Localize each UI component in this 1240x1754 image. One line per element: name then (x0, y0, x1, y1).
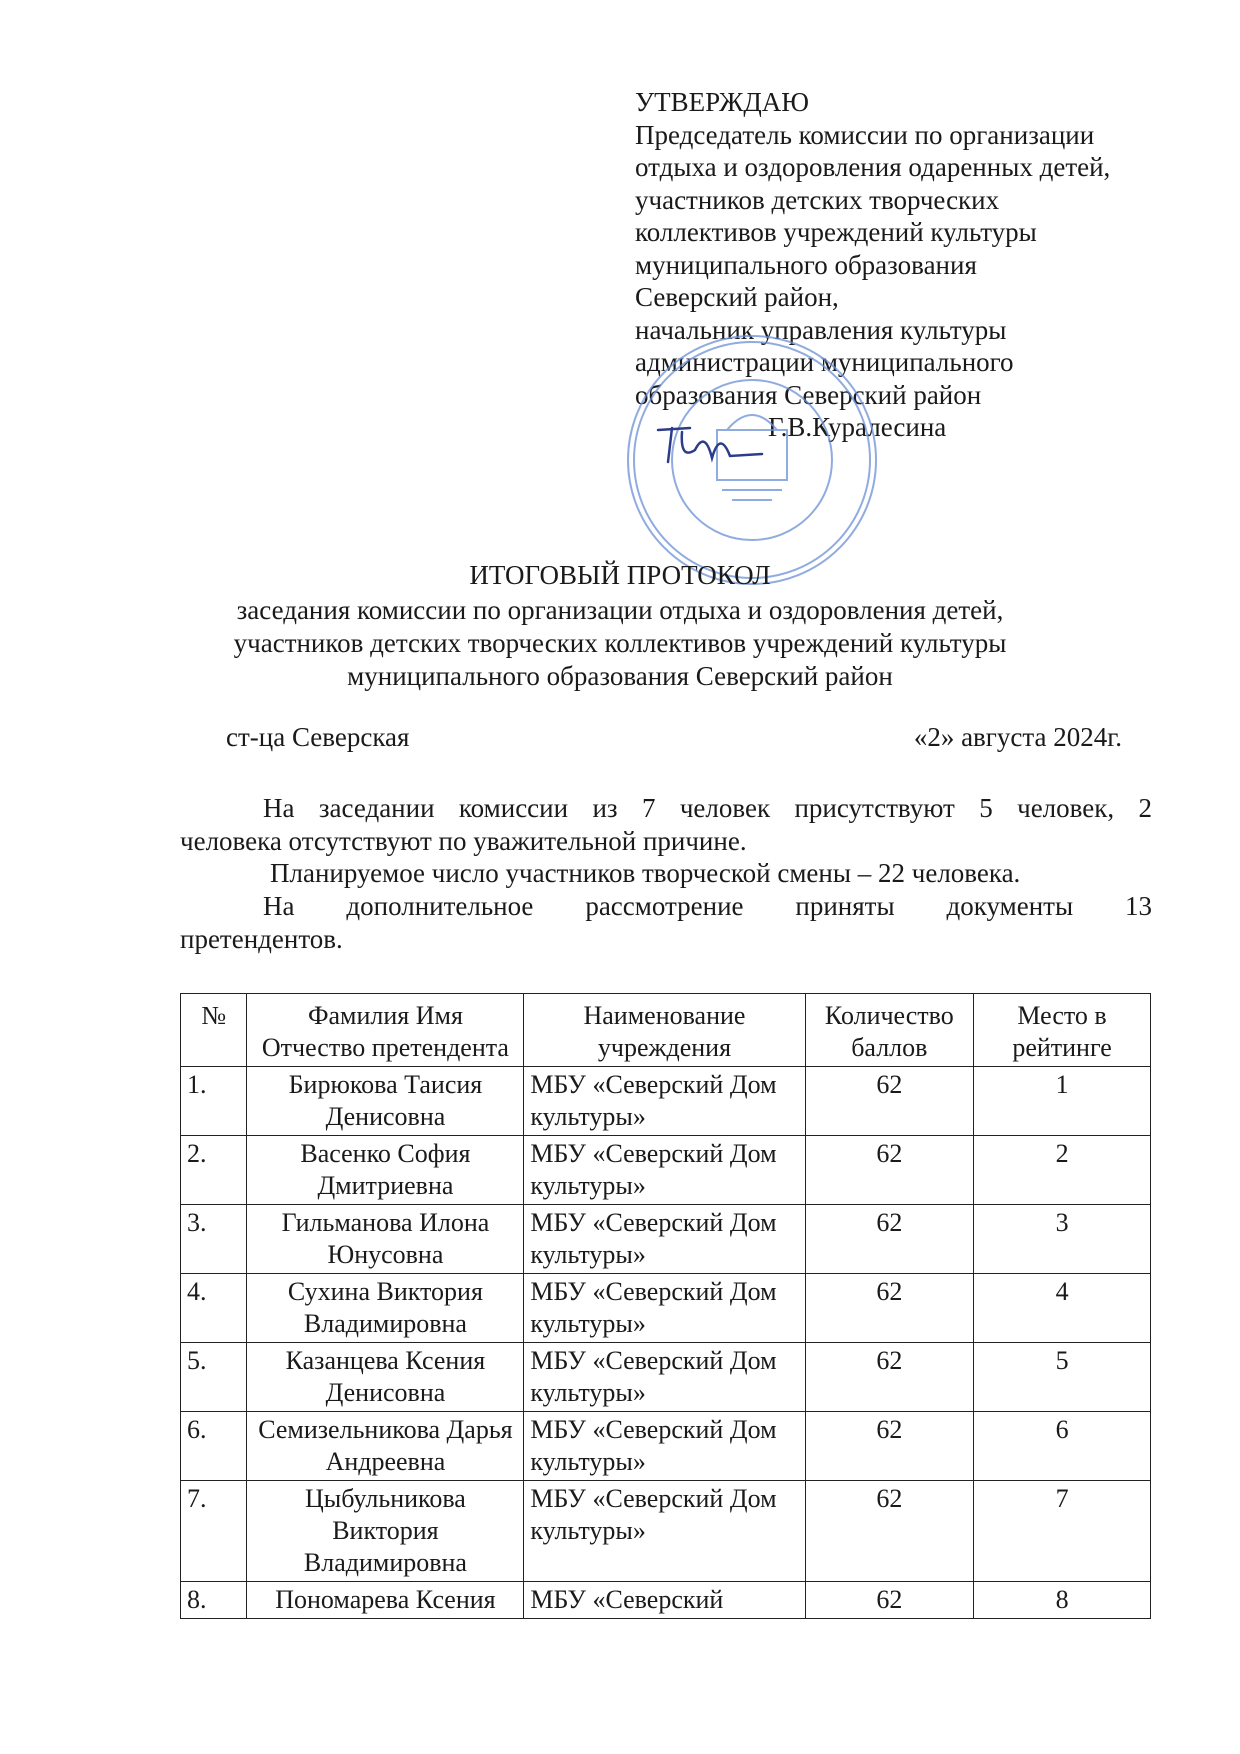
cell-rank: 3 (974, 1205, 1151, 1274)
cell-num: 8. (181, 1582, 247, 1619)
table-row (181, 1067, 1151, 1136)
attendance-paragraph-cont: человека отсутствуют по уважительной причине. (180, 826, 747, 856)
cell-num: 4. (181, 1274, 247, 1343)
cell-org: МБУ «Северский Дом культуры» (524, 1274, 805, 1343)
header-rank: Место в рейтинге (974, 994, 1151, 1067)
approval-line: коллективов учреждений культуры (635, 217, 1037, 247)
protocol-subtitle (0, 594, 1240, 693)
cell-score: 62 (805, 1274, 974, 1343)
attendance-paragraph: На заседании комиссии из 7 человек присутствуют 5 человек, 2 (263, 793, 1152, 823)
subtitle-line: заседания комиссии по организации отдыха и оздоровления детей, (236, 595, 1004, 625)
table-row (181, 1412, 1151, 1481)
cell-org: МБУ «Северский Дом культуры» (524, 1067, 805, 1136)
cell-name: Семизельникова Дарья Андреевна (247, 1412, 524, 1481)
header-org: Наименование учреждения (524, 994, 805, 1067)
cell-name: Бирюкова Таисия Денисовна (247, 1067, 524, 1136)
header-score: Количество баллов (805, 994, 974, 1067)
cell-rank: 2 (974, 1136, 1151, 1205)
documents-paragraph-cont: претендентов. (180, 924, 343, 954)
approval-line: образования Северский район (635, 379, 982, 410)
signature-icon (650, 420, 770, 470)
cell-name: Казанцева Ксения Денисовна (247, 1343, 524, 1412)
cell-rank: 5 (974, 1343, 1151, 1412)
cell-org: МБУ «Северский Дом культуры» (524, 1343, 805, 1412)
cell-rank: 6 (974, 1412, 1151, 1481)
table-row (181, 1205, 1151, 1274)
cell-score: 62 (805, 1582, 974, 1619)
approval-line: администрации муниципального (635, 347, 1014, 377)
subtitle-line: муниципального образования Северский район (347, 661, 893, 691)
cell-score: 62 (805, 1481, 974, 1582)
cell-rank: 1 (974, 1067, 1151, 1136)
subtitle-line: участников детских творческих коллективов учреждений культуры (233, 628, 1007, 658)
table-row (181, 1481, 1151, 1582)
cell-score: 62 (805, 1343, 974, 1412)
protocol-date: «2» августа 2024г. (913, 722, 1122, 752)
cell-score: 62 (805, 1412, 974, 1481)
cell-rank: 8 (974, 1582, 1151, 1619)
cell-score: 62 (805, 1067, 974, 1136)
cell-name: Васенко София Дмитриевна (247, 1136, 524, 1205)
protocol-place: ст-ца Северская (226, 722, 410, 752)
header-num: № (181, 994, 247, 1067)
cell-num: 1. (181, 1067, 247, 1136)
table-row (181, 1274, 1151, 1343)
signatory-name: Г.В.Куралесина (768, 412, 947, 442)
cell-name: Гильманова Илона Юнусовна (247, 1205, 524, 1274)
cell-org: МБУ «Северский Дом культуры» (524, 1205, 805, 1274)
table-row (181, 1136, 1151, 1205)
header-name: Фамилия Имя Отчество претендента (247, 994, 524, 1067)
cell-num: 5. (181, 1343, 247, 1412)
cell-num: 6. (181, 1412, 247, 1481)
approval-line: муниципального образования (635, 249, 977, 280)
approval-line: Председатель комиссии по организации (635, 119, 1095, 150)
cell-name: Пономарева Ксения (247, 1582, 524, 1619)
cell-org: МБУ «Северский (524, 1582, 805, 1619)
approval-line: УТВЕРЖДАЮ (635, 87, 810, 117)
planned-participants-paragraph: Планируемое число участников творческой смены – 22 человека. (270, 858, 1021, 888)
table-header-row (181, 994, 1151, 1067)
cell-score: 62 (805, 1136, 974, 1205)
cell-name: Цыбульникова Виктория Владимировна (247, 1481, 524, 1582)
cell-num: 3. (181, 1205, 247, 1274)
documents-paragraph: На дополнительное рассмотрение приняты документы 13 (263, 891, 1152, 921)
approval-line: начальник управления культуры (635, 314, 1007, 345)
approval-line: Северский район, (635, 282, 839, 312)
cell-score: 62 (805, 1205, 974, 1274)
cell-rank: 4 (974, 1274, 1151, 1343)
table-row (181, 1582, 1151, 1619)
approval-line: участников детских творческих (635, 184, 1000, 215)
cell-name: Сухина Виктория Владимировна (247, 1274, 524, 1343)
table-row (181, 1343, 1151, 1412)
protocol-title: ИТОГОВЫЙ ПРОТОКОЛ (469, 560, 771, 590)
rating-table (180, 993, 1151, 1619)
approval-line: отдыха и оздоровления одаренных детей, (635, 152, 1111, 182)
cell-org: МБУ «Северский Дом культуры» (524, 1136, 805, 1205)
cell-num: 7. (181, 1481, 247, 1582)
cell-org: МБУ «Северский Дом культуры» (524, 1481, 805, 1582)
cell-org: МБУ «Северский Дом культуры» (524, 1412, 805, 1481)
cell-num: 2. (181, 1136, 247, 1205)
cell-rank: 7 (974, 1481, 1151, 1582)
